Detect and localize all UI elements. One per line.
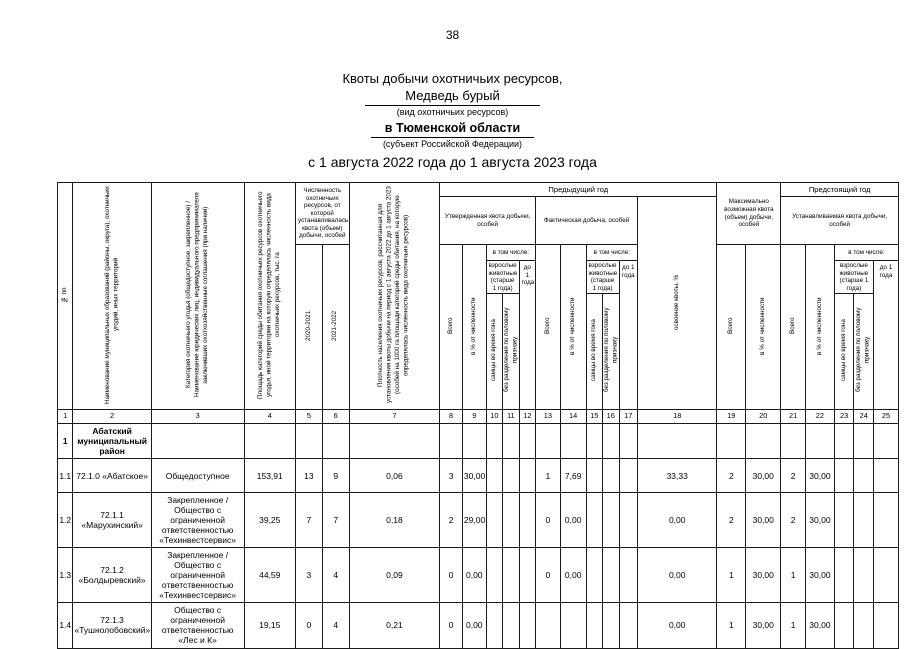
table-cell xyxy=(874,424,899,459)
document-title: Квоты добычи охотничьих ресурсов, xyxy=(342,71,563,86)
table-cell: 30,00 xyxy=(806,603,835,648)
table-cell: 0,21 xyxy=(349,603,440,648)
region-name: в Тюменской области xyxy=(371,119,534,137)
table-cell xyxy=(854,548,874,603)
table-cell: 1 xyxy=(781,603,806,648)
column-number: 24 xyxy=(854,410,874,424)
table-cell: 4 xyxy=(322,548,349,603)
header-set-pct: в % от численности xyxy=(806,245,835,410)
column-number: 15 xyxy=(586,410,602,424)
table-cell xyxy=(806,424,835,459)
column-number: 19 xyxy=(717,410,746,424)
column-number: 1 xyxy=(58,410,73,424)
column-number: 11 xyxy=(503,410,519,424)
table-row xyxy=(58,459,899,493)
table-cell xyxy=(486,424,502,459)
table-cell xyxy=(503,603,519,648)
header-num: № пп xyxy=(58,183,73,410)
table-row xyxy=(58,424,899,459)
column-number: 17 xyxy=(619,410,638,424)
table-cell xyxy=(519,459,535,493)
table-cell: 0,06 xyxy=(349,459,440,493)
table-cell: 3 xyxy=(296,548,323,603)
header-set-males-rut: самцы во время гона xyxy=(834,294,854,410)
header-approved-adults: взрослые животные (старше 1 года) xyxy=(486,261,519,294)
table-cell: 0,00 xyxy=(560,548,586,603)
table-cell xyxy=(486,548,502,603)
header-next-year: Предстоящий год xyxy=(781,183,899,197)
header-set-quota: Устанавливаемая квота добычи, особей xyxy=(781,197,899,245)
table-cell: 44,59 xyxy=(244,548,296,603)
table-cell xyxy=(834,548,854,603)
column-number: 14 xyxy=(560,410,586,424)
table-cell: 0,00 xyxy=(462,548,486,603)
table-cell: 30,00 xyxy=(806,493,835,548)
table-cell xyxy=(519,424,535,459)
table-cell xyxy=(603,603,619,648)
table-cell: 0 xyxy=(296,603,323,648)
table-cell: 72.1.1 «Марухинский» xyxy=(73,493,151,548)
table-cell xyxy=(151,424,244,459)
header-approved-quota: Утвержденная квота добычи, особей xyxy=(440,197,536,245)
table-cell xyxy=(503,459,519,493)
table-cell: 19,15 xyxy=(244,603,296,648)
header-row-1 xyxy=(58,183,899,197)
table-cell xyxy=(322,424,349,459)
header-actual-harvest: Фактическая добыча, особей xyxy=(536,197,638,245)
table-cell: 2 xyxy=(440,493,463,548)
table-cell xyxy=(586,459,602,493)
table-cell: 1 xyxy=(717,603,746,648)
table-cell xyxy=(462,424,486,459)
column-number: 22 xyxy=(806,410,835,424)
table-cell xyxy=(619,603,638,648)
table-cell: 29,00 xyxy=(462,493,486,548)
table-cell xyxy=(586,548,602,603)
table-cell: 30,00 xyxy=(746,603,781,648)
table-cell xyxy=(486,493,502,548)
header-set-total: Всего xyxy=(781,245,806,410)
header-approved-including: в том числе: xyxy=(486,245,535,261)
table-cell: 33,33 xyxy=(638,459,717,493)
column-number: 25 xyxy=(874,410,899,424)
table-cell xyxy=(519,548,535,603)
period-line: с 1 августа 2022 года до 1 августа 2023 года xyxy=(308,153,597,170)
table-cell: 0,00 xyxy=(462,603,486,648)
table-cell: 30,00 xyxy=(746,548,781,603)
header-population: Численность охотничьих ресурсов, от которой устанавливалась квота (объем) добычи, особей xyxy=(296,183,350,245)
header-approved-under-one: до 1 года xyxy=(519,261,535,410)
column-number: 12 xyxy=(519,410,535,424)
table-cell: 2 xyxy=(781,459,806,493)
column-number: 16 xyxy=(603,410,619,424)
table-cell: 30,00 xyxy=(746,493,781,548)
table-cell: 30,00 xyxy=(462,459,486,493)
table-cell: 1.4 xyxy=(58,603,73,648)
column-number: 4 xyxy=(244,410,296,424)
header-previous-year: Предыдущий год xyxy=(440,183,717,197)
column-number: 8 xyxy=(440,410,463,424)
table-cell xyxy=(536,424,561,459)
table-cell xyxy=(619,424,638,459)
header-category: Категория охотничьего угодья (общедоступное, закрепленное) / Наименование юридических лиц, индивидуального предпринимателя заключивших охотхозяйственные соглашения (при наличии) xyxy=(151,183,244,410)
table-cell: 7,69 xyxy=(560,459,586,493)
table-row xyxy=(58,603,899,648)
column-number: 9 xyxy=(462,410,486,424)
table-cell: 72.1.2 «Болдыревский» xyxy=(73,548,151,603)
table-cell xyxy=(874,548,899,603)
table-cell: 0,00 xyxy=(638,603,717,648)
table-row xyxy=(58,493,899,548)
column-number: 10 xyxy=(486,410,502,424)
table-cell: 0,00 xyxy=(638,548,717,603)
header-actual-including: в том числе: xyxy=(586,245,638,261)
table-cell xyxy=(503,548,519,603)
table-cell xyxy=(486,603,502,648)
header-actual-pct: в % от численности xyxy=(560,245,586,410)
table-cell: 30,00 xyxy=(806,459,835,493)
header-season-2020-2021: 2020-2021 xyxy=(296,245,323,410)
header-approved-pct: в % от численности xyxy=(462,245,486,410)
table-cell xyxy=(834,424,854,459)
header-max-quota: Максимально возможная квота (объем) добычи, особей xyxy=(717,183,781,245)
table-row xyxy=(58,548,899,603)
table-cell: 0 xyxy=(536,493,561,548)
table-cell: 1.3 xyxy=(58,548,73,603)
table-cell xyxy=(874,603,899,648)
quota-table xyxy=(57,182,899,648)
table-cell: 72.1.3 «Тушнолобовский» xyxy=(73,603,151,648)
table-cell xyxy=(619,459,638,493)
table-cell xyxy=(560,424,586,459)
table-cell xyxy=(603,459,619,493)
table-cell: 7 xyxy=(296,493,323,548)
header-actual-adults: взрослые животные (старше 1 года) xyxy=(586,261,619,294)
table-cell: 39,25 xyxy=(244,493,296,548)
table-cell: Закрепленное / Общество с ограниченной ответственностью «Техинвестсервис» xyxy=(151,548,244,603)
table-cell: 4 xyxy=(322,603,349,648)
table-cell: 0 xyxy=(536,548,561,603)
table-cell xyxy=(519,493,535,548)
header-approved-no-sex-split: без разделения по половому признаку xyxy=(503,294,519,410)
table-cell xyxy=(244,424,296,459)
table-cell xyxy=(619,493,638,548)
table-cell xyxy=(296,424,323,459)
table-cell: 3 xyxy=(440,459,463,493)
header-max-total: Всего xyxy=(717,245,746,410)
column-numbers-row xyxy=(58,410,899,424)
table-cell: 7 xyxy=(322,493,349,548)
column-number: 2 xyxy=(73,410,151,424)
table-cell xyxy=(603,493,619,548)
header-set-under-one: до 1 года xyxy=(874,261,899,410)
header-approved-males-rut: самцы во время гона xyxy=(486,294,502,410)
table-cell: 153,91 xyxy=(244,459,296,493)
table-cell xyxy=(586,493,602,548)
table-cell xyxy=(834,459,854,493)
table-cell xyxy=(854,459,874,493)
header-actual-no-sex-split: без разделения по половому признаку xyxy=(603,294,619,410)
table-cell xyxy=(586,424,602,459)
header-quota-use: освоение квоты, % xyxy=(638,197,717,410)
table-cell: 0 xyxy=(440,548,463,603)
header-max-pct: в % от численности xyxy=(746,245,781,410)
table-body xyxy=(58,424,899,648)
table-cell xyxy=(586,603,602,648)
column-number: 6 xyxy=(322,410,349,424)
table-cell xyxy=(874,493,899,548)
table-cell xyxy=(603,548,619,603)
table-cell: 0,00 xyxy=(560,493,586,548)
table-cell xyxy=(603,424,619,459)
table-cell: 30,00 xyxy=(806,548,835,603)
table-cell: 1 xyxy=(781,548,806,603)
column-number: 5 xyxy=(296,410,323,424)
table-cell: 72.1.0 «Абатское» xyxy=(73,459,151,493)
table-cell xyxy=(349,424,440,459)
header-set-no-sex-split: без разделения по половому признаку xyxy=(854,294,874,410)
column-number: 13 xyxy=(536,410,561,424)
table-cell xyxy=(536,603,561,648)
column-number: 7 xyxy=(349,410,440,424)
region-caption: (субъект Российской Федерации) xyxy=(382,138,523,149)
column-number: 18 xyxy=(638,410,717,424)
table-cell xyxy=(503,424,519,459)
table-cell: 1 xyxy=(58,424,73,459)
header-municipality: Наименование муниципальных образований (районы, округа), охотничьих угодий, иных территорий xyxy=(73,183,151,410)
column-number: 21 xyxy=(781,410,806,424)
species-name: Медведь бурый xyxy=(365,87,540,106)
header-season-2021-2022: 2021-2022 xyxy=(322,245,349,410)
column-number: 23 xyxy=(834,410,854,424)
table-cell xyxy=(638,424,717,459)
column-number: 20 xyxy=(746,410,781,424)
table-cell: 0,18 xyxy=(349,493,440,548)
table-cell: Абатский муниципальный район xyxy=(73,424,151,459)
species-caption: (вид охотничьих ресурсов) xyxy=(396,106,509,117)
table-cell: 2 xyxy=(717,459,746,493)
table-cell xyxy=(519,603,535,648)
header-area: Площадь категорий среды обитания охотничьих ресурсов охотничьего угодья, иной территории на которую определялась численность вида охотничьих ресурсов, тыс. га xyxy=(244,183,296,410)
table-cell xyxy=(874,459,899,493)
table-cell xyxy=(619,548,638,603)
table-cell xyxy=(834,603,854,648)
table-cell xyxy=(854,424,874,459)
column-number: 3 xyxy=(151,410,244,424)
table-cell: Закрепленное / Общество с ограниченной ответственностью «Техинвестсервис» xyxy=(151,493,244,548)
table-cell xyxy=(746,424,781,459)
table-cell: 0,00 xyxy=(638,493,717,548)
header-approved-total: Всего xyxy=(440,245,463,410)
table-cell: 9 xyxy=(322,459,349,493)
table-cell: 1.2 xyxy=(58,493,73,548)
header-set-adults: взрослые животные (старше 1 года) xyxy=(834,261,873,294)
table-cell xyxy=(781,424,806,459)
table-cell xyxy=(560,603,586,648)
table-cell xyxy=(717,424,746,459)
table-cell: 1 xyxy=(717,548,746,603)
table-cell xyxy=(503,493,519,548)
table-cell: Общедоступное xyxy=(151,459,244,493)
table-cell: 13 xyxy=(296,459,323,493)
header-density: Плотность населения охотничьих ресурсов, рассчитанная для установления квоты добычи на период с 1 августа 2022 до 1 августа 2023 (особей на 1000 га площади категорий среды обитания, на которую определялась численность вида охотничьих ресурсов) xyxy=(349,183,440,410)
title-block xyxy=(0,72,905,170)
header-set-including: в том числе: xyxy=(834,245,898,261)
table-cell: Общество с ограниченной ответственностью «Лес и К» xyxy=(151,603,244,648)
table-cell: 2 xyxy=(717,493,746,548)
table-cell: 0,09 xyxy=(349,548,440,603)
table-cell: 2 xyxy=(781,493,806,548)
table-cell xyxy=(440,424,463,459)
header-actual-total: Всего xyxy=(536,245,561,410)
header-actual-males-rut: самцы во время гона xyxy=(586,294,602,410)
table-cell xyxy=(834,493,854,548)
table-cell: 1 xyxy=(536,459,561,493)
table-cell xyxy=(854,493,874,548)
table-cell: 1.1 xyxy=(58,459,73,493)
table-cell xyxy=(854,603,874,648)
table-cell: 0 xyxy=(440,603,463,648)
page-number: 38 xyxy=(445,28,460,42)
header-actual-under-one: до 1 года xyxy=(619,261,638,410)
table-cell xyxy=(486,459,502,493)
table-cell: 30,00 xyxy=(746,459,781,493)
